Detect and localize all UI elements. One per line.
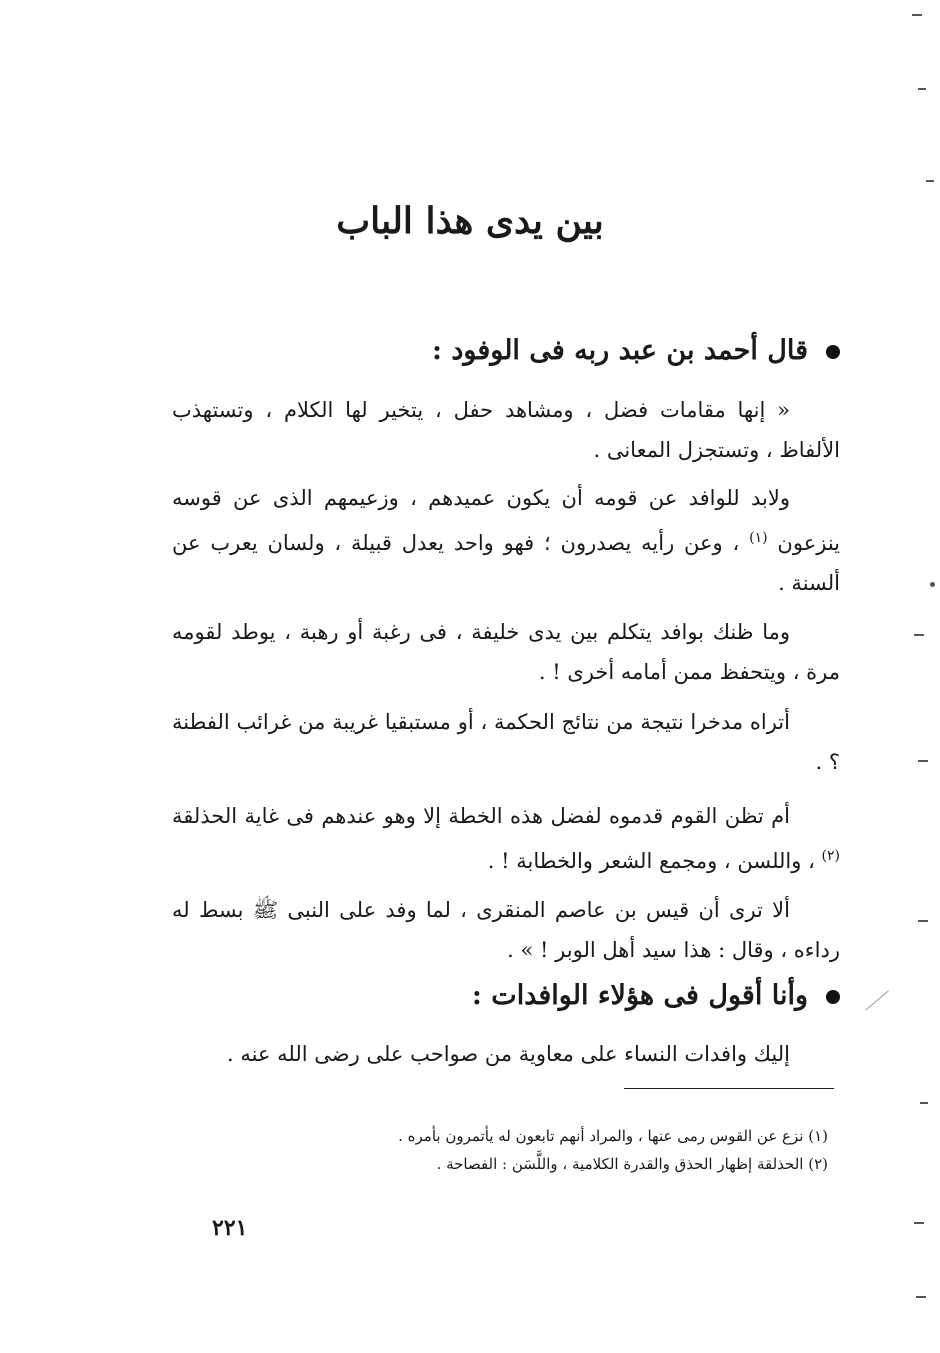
- paragraph: « إنها مقامات فضل ، ومشاهد حفل ، يتخير لها الكلام ، وتستهذب الألفاظ ، وتستجزل المعانى .: [172, 398, 840, 462]
- paragraph-text: أم تظن القوم قدموه لفضل هذه الخطة إلا وهو عندهم فى غاية الحذلقة: [172, 804, 790, 828]
- paragraph-text: ، وعن رأيه يصدرون ؛ فهو واحد يعدل قبيلة ، ولسان يعرب عن ألسنة .: [172, 531, 840, 595]
- footnote: (١) نزع عن القوس رمى عنها ، والمراد أنهم تابعون له يأتمرون بأمره .: [398, 1127, 828, 1145]
- section-heading: [160, 980, 840, 1011]
- edge-mark: [918, 920, 928, 922]
- edge-mark: [916, 1296, 926, 1298]
- bullet-icon: [826, 990, 840, 1004]
- section-heading-text: وأنا أقول فى هؤلاء الوافدات :: [471, 980, 808, 1011]
- page-number: ٢٢١: [212, 1215, 248, 1241]
- edge-mark: [914, 1222, 924, 1224]
- paragraph: وما ظنك بوافد يتكلم بين يدى خليفة ، فى رغبة أو رهبة ، يوطد لقومه مرة ، ويتحفظ ممن أمامه أخرى ! .: [172, 620, 840, 684]
- paragraph: [172, 478, 840, 603]
- edge-mark: [914, 634, 924, 636]
- paragraph: إليك وافدات النساء على معاوية من صواحب على رضى الله عنه .: [227, 1042, 790, 1066]
- paragraph-text: ، واللسن ، ومجمع الشعر والخطابة ! .: [487, 849, 822, 873]
- edge-mark: [918, 88, 926, 90]
- section-heading: [160, 335, 840, 366]
- section-heading-text: قال أحمد بن عبد ربه فى الوفود :: [432, 335, 808, 366]
- paragraph-text: ولابد للوافد عن قومه أن يكون عميدهم ، وزعيمهم الذى عن قوسه ينزعون: [172, 486, 841, 555]
- edge-mark: [926, 180, 934, 182]
- footnote-divider: [624, 1088, 834, 1089]
- paragraph: [172, 796, 840, 881]
- footnote-ref: (٢): [821, 848, 840, 864]
- paragraph: أتراه مدخرا نتيجة من نتائج الحكمة ، أو مستبقيا غريبة من غرائب الفطنة ؟ .: [172, 710, 840, 774]
- footnote-ref: (١): [749, 530, 768, 546]
- page-title: بين يدى هذا الباب: [336, 200, 604, 242]
- edge-mark: [918, 760, 928, 762]
- paragraph: ألا ترى أن قيس بن عاصم المنقرى ، لما وفد على النبى ﷺ بسط له رداءه ، وقال : هذا سيد أهل الوبر ! » .: [172, 898, 840, 962]
- edge-mark: [920, 1102, 928, 1104]
- bullet-icon: [826, 345, 840, 359]
- edge-mark: [930, 582, 935, 587]
- edge-mark: [912, 14, 922, 16]
- footnotes: [208, 1122, 828, 1178]
- pencil-stroke: [865, 990, 889, 1010]
- footnote: (٢) الحذلقة إظهار الحذق والقدرة الكلامية ، واللَّسَن : الفصاحة .: [436, 1155, 828, 1173]
